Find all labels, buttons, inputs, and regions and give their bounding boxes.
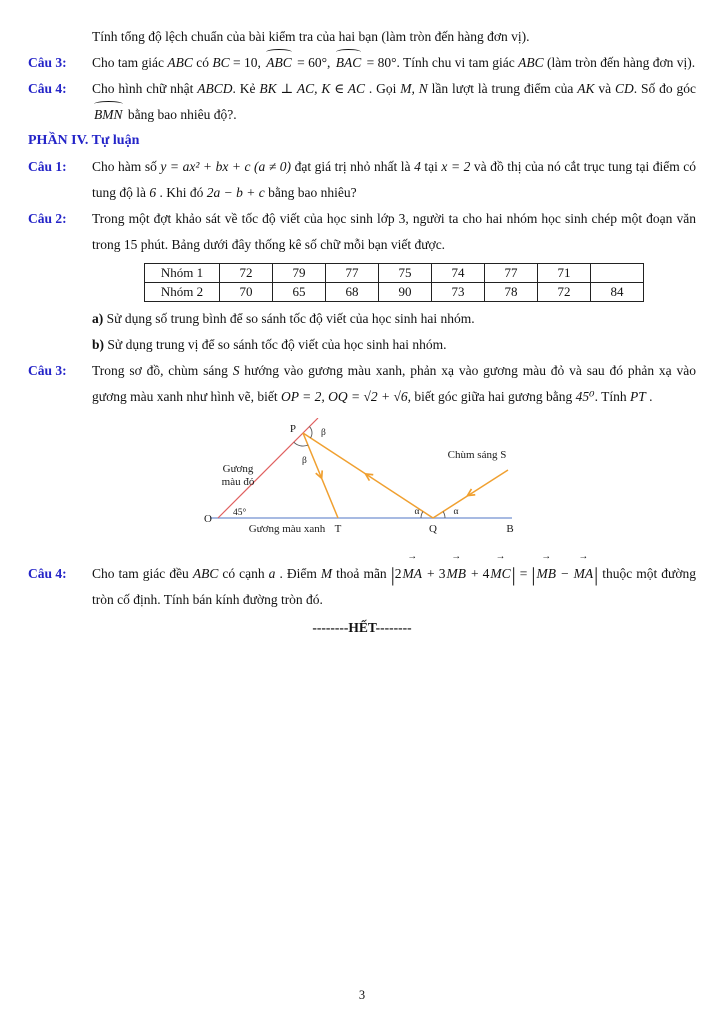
text-run: AK xyxy=(577,81,595,96)
table-cell: 75 xyxy=(379,264,432,283)
question-label: Câu 4: xyxy=(28,566,67,581)
optics-diagram-container xyxy=(28,418,696,551)
sub-question-b xyxy=(92,332,696,358)
table-cell: 70 xyxy=(220,283,273,302)
angle-arc-alpha-right xyxy=(443,512,445,519)
text-run: 6 xyxy=(149,185,157,200)
text-run: M xyxy=(320,566,333,581)
text-run: ABC xyxy=(264,50,294,76)
question-text xyxy=(92,50,696,76)
label-45-degrees: 45° xyxy=(232,508,246,518)
text-run: Sử dụng số trung bình để so sánh tốc độ viết của học sinh hai nhóm. xyxy=(103,311,475,326)
table-row xyxy=(145,264,644,283)
text-run: BK ⊥ AC, K ∈ AC xyxy=(259,81,366,96)
question-label: Câu 1: xyxy=(28,159,67,174)
text-run: Sử dụng trung vị để so sánh tốc độ viết của học sinh hai nhóm. xyxy=(104,337,447,352)
section-heading: PHẦN IV. Tự luận xyxy=(28,133,140,148)
text-run: → MC xyxy=(489,561,511,587)
score-table xyxy=(144,263,644,302)
label-Q: Q xyxy=(428,523,437,535)
table-cell: 71 xyxy=(538,264,591,283)
table-cell: 78 xyxy=(485,283,538,302)
text-run: . Tính xyxy=(594,389,630,404)
text-run: lần lượt là trung điểm của xyxy=(427,81,578,96)
text-run: . Số đo góc xyxy=(633,81,697,96)
table-cell: Nhóm 2 xyxy=(145,283,220,302)
text-run: . Kẻ xyxy=(232,81,260,96)
text-run: → MB xyxy=(445,561,467,587)
table-cell: 90 xyxy=(379,283,432,302)
label-beta-mid: β xyxy=(301,456,307,466)
question-text xyxy=(92,206,696,258)
text-run: → MB xyxy=(535,561,557,587)
text-run: thoả mãn xyxy=(332,566,391,581)
text-run: có cạnh xyxy=(218,566,269,581)
text-run: và xyxy=(594,81,616,96)
text-run: BAC xyxy=(334,50,364,76)
table-cell: 72 xyxy=(220,264,273,283)
label-red-mirror-1: Gương xyxy=(222,463,253,475)
table-cell: 84 xyxy=(591,283,644,302)
text-run: (làm tròn đến hàng đơn vị). xyxy=(543,55,696,70)
text-run: = 60°, xyxy=(293,55,334,70)
table-cell: Nhóm 1 xyxy=(145,264,220,283)
text-run: 2a − b + c xyxy=(206,185,265,200)
table-cell: 77 xyxy=(326,264,379,283)
text-run: thuộc một đường tròn cố định. Tính bán kính đường tròn đó. xyxy=(92,566,697,607)
text-run: | xyxy=(594,563,599,586)
label-alpha-left: α xyxy=(414,507,419,517)
question-text xyxy=(92,76,696,128)
text-run: bằng bao nhiêu độ?. xyxy=(124,107,237,122)
question-body xyxy=(92,206,696,358)
table-row xyxy=(145,283,644,302)
ray-P-to-T xyxy=(303,433,338,518)
table-cell: 79 xyxy=(273,264,326,283)
text-run: − xyxy=(556,566,573,581)
optics-diagram xyxy=(190,418,535,542)
ray-incident-S-to-Q xyxy=(433,470,508,518)
question-text xyxy=(92,154,696,206)
sub-question-a xyxy=(92,306,696,332)
question-label: Câu 2: xyxy=(28,211,67,226)
text-run: = xyxy=(515,566,532,581)
question-label: Câu 4: xyxy=(28,81,67,96)
text-run: + 3 xyxy=(423,566,446,581)
text-run: | xyxy=(511,563,516,586)
text-run: 4 xyxy=(414,159,421,174)
text-run: ABC xyxy=(192,566,219,581)
angle-arc-beta-mid xyxy=(293,442,307,446)
question-label: Câu 3: xyxy=(28,363,67,378)
text-run: bằng bao nhiêu? xyxy=(264,185,357,200)
angle-arc-beta-top xyxy=(309,427,312,438)
intro-line: Tính tổng độ lệch chuẩn của bài kiểm tra của hai bạn (làm tròn đến hàng đơn vị). xyxy=(92,29,530,44)
text-run: PT xyxy=(629,389,646,404)
question-text xyxy=(92,358,696,410)
question-block-p4-cau2 xyxy=(28,206,696,358)
text-run: , biết góc giữa hai gương bằng xyxy=(407,389,576,404)
question-block-p4-cau1 xyxy=(28,154,696,206)
table-cell xyxy=(591,264,644,283)
text-run: x = 2 xyxy=(441,159,471,174)
text-run: BC xyxy=(212,55,230,70)
text-run: 2 xyxy=(394,566,402,581)
text-run: và đồ thị của nó cắt trục tung tại điểm có tung độ là xyxy=(92,159,697,200)
text-run: ABC xyxy=(167,55,193,70)
label-red-mirror-2: màu đỏ xyxy=(221,476,254,488)
text-run: . Gọi xyxy=(365,81,401,96)
end-of-exam-line: --------HẾT-------- xyxy=(312,620,412,635)
text-run: Cho tam giác đều xyxy=(92,566,193,581)
label-beta-top: β xyxy=(320,428,326,438)
text-run: y = ax² + bx + c (a ≠ 0) xyxy=(160,159,292,174)
table-cell: 68 xyxy=(326,283,379,302)
text-run: = 80°. Tính chu vi tam giác xyxy=(363,55,519,70)
text-run: | xyxy=(531,563,536,586)
text-run: đạt giá trị nhỏ nhất là xyxy=(291,159,415,174)
label-P: P xyxy=(289,423,296,435)
page-number: 3 xyxy=(358,988,366,1002)
text-run: = 10, xyxy=(229,55,265,70)
label-O: O xyxy=(203,513,212,525)
text-run: BMN xyxy=(92,102,125,128)
text-run: hướng vào gương màu xanh, phản xạ vào gương màu đỏ và sau đó phản xạ vào gương màu xanh như hình vẽ, biết xyxy=(92,363,696,404)
text-run: Trong một đợt khảo sát về tốc độ viết của học sinh lớp 3, người ta cho hai nhóm học sinh chép một đoạn văn trong 15 phút. Bảng dưới đây thống kê số chữ mỗi bạn viết được. xyxy=(92,211,696,252)
text-run: . Điểm xyxy=(275,566,321,581)
text-run: có xyxy=(192,55,213,70)
table-cell: 73 xyxy=(432,283,485,302)
question-block-p3-cau4 xyxy=(28,76,696,128)
text-run: a xyxy=(268,566,276,581)
table-cell: 65 xyxy=(273,283,326,302)
label-B: B xyxy=(505,523,514,535)
text-run: OP = 2, OQ = √2 + √6 xyxy=(281,389,408,404)
text-run: 45⁰ xyxy=(575,389,595,404)
text-run: → MA xyxy=(402,561,424,587)
text-run: → MA xyxy=(573,561,595,587)
text-run: S xyxy=(232,363,240,378)
text-run: CD xyxy=(615,81,634,96)
text-run: | xyxy=(390,563,395,586)
text-run: Trong sơ đồ, chùm sáng xyxy=(92,363,233,378)
table-cell: 72 xyxy=(538,283,591,302)
text-run: Cho hàm số xyxy=(92,159,161,174)
label-beam-S: Chùm sáng S xyxy=(447,449,506,461)
text-run: Cho hình chữ nhật xyxy=(92,81,198,96)
score-table-body xyxy=(145,264,644,302)
label-alpha-right: α xyxy=(453,507,458,517)
text-run: ABCD xyxy=(197,81,233,96)
text-run: Cho tam giác xyxy=(92,55,168,70)
text-run: a) xyxy=(92,311,104,326)
text-run: M, N xyxy=(400,81,428,96)
table-cell: 77 xyxy=(485,264,538,283)
label-green-mirror: Gương màu xanh xyxy=(248,523,325,535)
label-T: T xyxy=(334,523,341,535)
text-run: + 4 xyxy=(466,566,490,581)
question-label: Câu 3: xyxy=(28,55,67,70)
angle-arc-alpha-left xyxy=(421,512,423,519)
text-run: b) xyxy=(92,337,105,352)
text-run: . Khi đó xyxy=(156,185,207,200)
question-text xyxy=(92,561,696,613)
text-run: tại xyxy=(420,159,442,174)
question-block-p4-cau3 xyxy=(28,358,696,410)
question-block-p3-cau3 xyxy=(28,50,696,76)
text-run: ABC xyxy=(518,55,544,70)
table-cell: 74 xyxy=(432,264,485,283)
question-block-p4-cau4 xyxy=(28,561,696,613)
text-run: . xyxy=(645,389,653,404)
